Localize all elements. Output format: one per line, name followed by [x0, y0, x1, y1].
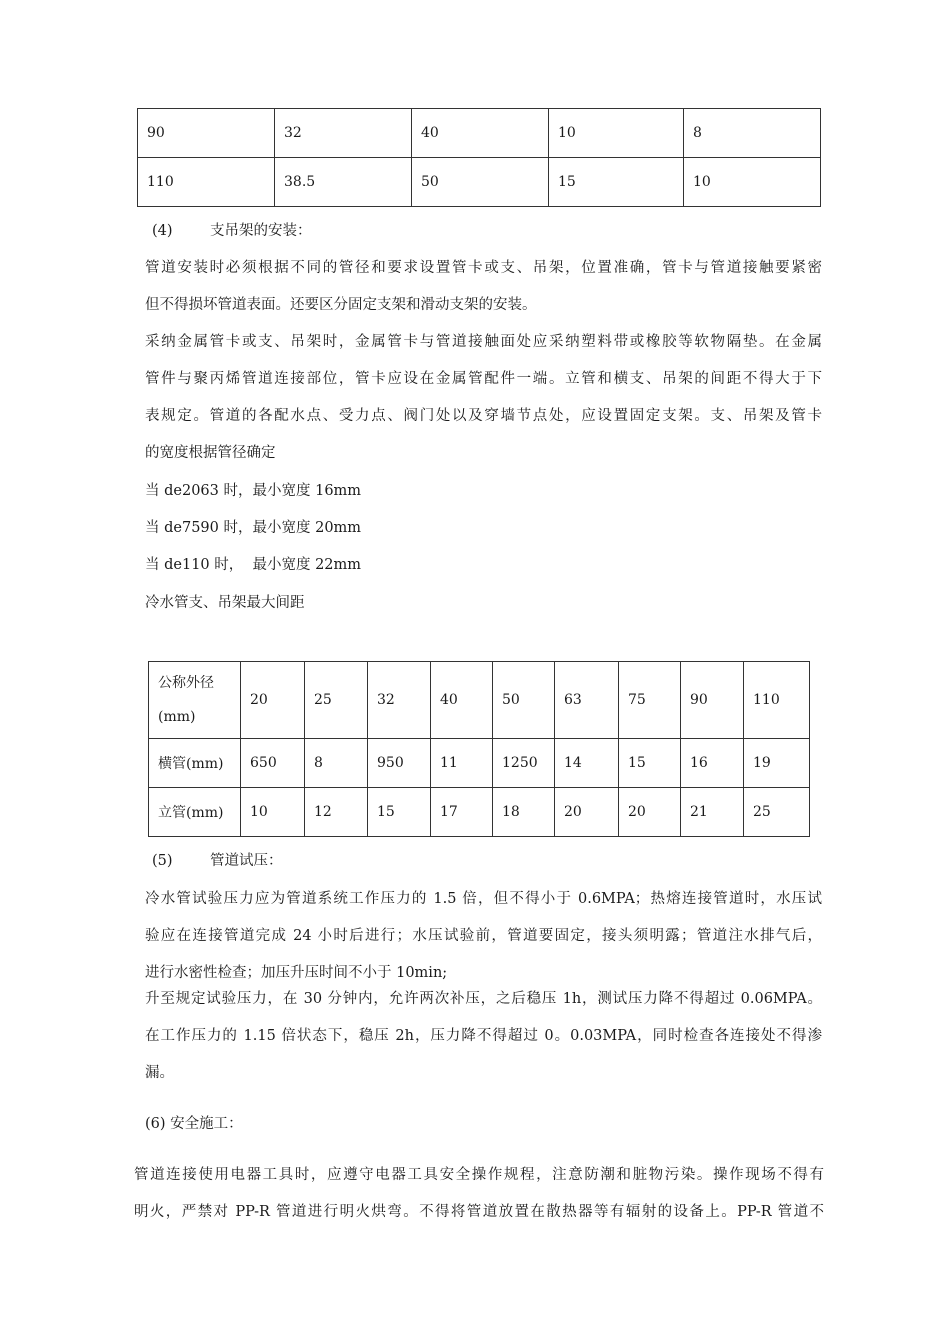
text-line: 进行水密性检查；加压升压时间不小于 10min;	[145, 965, 448, 981]
table-row-vertical-pipe	[149, 788, 810, 837]
table-cell: 50	[412, 158, 549, 207]
diameter-cell: 32	[368, 662, 431, 739]
table-cell: 8	[684, 109, 821, 158]
min-width-list	[145, 473, 361, 584]
section-4-title: 支吊架的安装：	[210, 223, 312, 239]
text-line: 的宽度根据管径确定	[145, 445, 276, 461]
table-cell: 32	[275, 109, 412, 158]
table-row	[138, 158, 821, 207]
section-5-title: 管道试压：	[210, 853, 283, 869]
list-item: 当 de110 时， 最小宽度 22mm	[145, 557, 362, 573]
table-cell: 21	[681, 788, 744, 837]
paragraph-metal-clamps	[145, 324, 822, 472]
table-cell: 17	[431, 788, 493, 837]
table-cell: 20	[619, 788, 681, 837]
diameter-cell: 75	[619, 662, 681, 739]
row-label: 立管(mm)	[149, 788, 241, 837]
table-cell: 15	[619, 739, 681, 788]
table-cell: 19	[744, 739, 810, 788]
section-6-title: (6) 安全施工：	[145, 1116, 243, 1132]
list-item: 当 de7590 时，最小宽度 20mm	[145, 520, 362, 536]
diameter-cell: 25	[305, 662, 368, 739]
table-cell: 40	[412, 109, 549, 158]
table-cell: 20	[555, 788, 619, 837]
header-label: 公称外径	[158, 675, 214, 691]
table-cell: 15	[549, 158, 684, 207]
table-caption: 冷水管支、吊架最大间距	[145, 595, 305, 611]
text-line: 采纳金属管卡或支、吊架时，金属管卡与管道接触面处应采纳塑料带或橡胶等软物隔垫。在金属	[145, 334, 822, 350]
table-cell: 14	[555, 739, 619, 788]
text-line: 但不得损坏管道表面。还要区分固定支架和滑动支架的安装。	[145, 297, 537, 313]
table-header-row	[149, 662, 810, 739]
table-cell: 12	[305, 788, 368, 837]
diameter-cell: 20	[241, 662, 305, 739]
table-cell: 1250	[493, 739, 555, 788]
text-line: 管件与聚丙烯管道连接部位，管卡应设在金属管配件一端。立管和横支、吊架的间距不得大于下	[145, 371, 822, 387]
paragraph-support-installation	[145, 250, 822, 324]
table-cell: 16	[681, 739, 744, 788]
table-cell: 25	[744, 788, 810, 837]
pipe-spec-table-continuation	[137, 108, 821, 207]
table-cell: 650	[241, 739, 305, 788]
table-cell: 11	[431, 739, 493, 788]
paragraph-safety	[134, 1157, 824, 1231]
text-line: 漏。	[145, 1065, 174, 1081]
text-line: 表规定。管道的各配水点、受力点、阀门处以及穿墙节点处，应设置固定支架。支、吊架及管卡	[145, 408, 822, 424]
table-cell: 18	[493, 788, 555, 837]
table-cell: 950	[368, 739, 431, 788]
table-cell: 38.5	[275, 158, 412, 207]
table-cell: 90	[138, 109, 275, 158]
text-line: 明火，严禁对 PP-R 管道进行明火烘弯。不得将管道放置在散热器等有辐射的设备上。PP-R 管道不	[134, 1204, 824, 1220]
header-cell-diameter	[149, 662, 241, 739]
table-cell: 10	[241, 788, 305, 837]
paragraph-pressure-hold	[145, 981, 822, 1092]
table-row	[138, 109, 821, 158]
table-cell: 8	[305, 739, 368, 788]
text-line: 升至规定试验压力，在 30 分钟内，允许两次补压，之后稳压 1h，测试压力降不得超过 0.06MPA。	[145, 991, 822, 1007]
text-line: 管道安装时必须根据不同的管径和要求设置管卡或支、吊架，位置准确，管卡与管道接触要紧密	[145, 260, 822, 276]
table-cell: 10	[684, 158, 821, 207]
table-cell: 110	[138, 158, 275, 207]
diameter-cell: 50	[493, 662, 555, 739]
text-line: 验应在连接管道完成 24 小时后进行；水压试验前，管道要固定，接头须明露；管道注水排气后，	[145, 928, 822, 944]
row-label: 横管(mm)	[149, 739, 241, 788]
table-cell: 10	[549, 109, 684, 158]
diameter-cell: 63	[555, 662, 619, 739]
text-line: 管道连接使用电器工具时，应遵守电器工具安全操作规程，注意防潮和脏物污染。操作现场不得有	[134, 1167, 824, 1183]
paragraph-pressure-test	[145, 881, 822, 992]
header-unit: (mm)	[158, 709, 196, 725]
support-spacing-table	[148, 661, 810, 837]
section-5-number: (5)	[152, 853, 173, 869]
section-4-number: (4)	[152, 223, 173, 239]
text-line: 在工作压力的 1.15 倍状态下，稳压 2h，压力降不得超过 0。0.03MPA，同时检查各连接处不得渗	[145, 1028, 822, 1044]
list-item: 当 de2063 时，最小宽度 16mm	[145, 483, 362, 499]
table-row-horizontal-pipe	[149, 739, 810, 788]
diameter-cell: 90	[681, 662, 744, 739]
diameter-cell: 40	[431, 662, 493, 739]
text-line: 冷水管试验压力应为管道系统工作压力的 1.5 倍，但不得小于 0.6MPA；热熔连接管道时，水压试	[145, 891, 822, 907]
diameter-cell: 110	[744, 662, 810, 739]
table-cell: 15	[368, 788, 431, 837]
